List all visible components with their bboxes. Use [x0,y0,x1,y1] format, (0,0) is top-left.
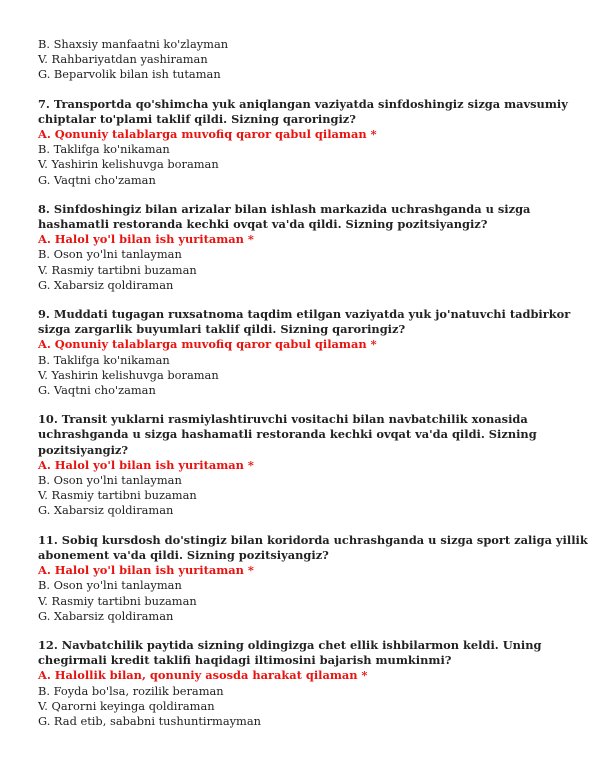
question-text-line: 9. Muddati tugagan ruxsatnoma taqdim etilgan vaziyatda yuk jo'natuvchi tadbirkor [38,307,571,322]
question-text-line: 7. Transportda qo'shimcha yuk aniqlangan vaziyatda sinfdoshingiz sizga mavsumiy [38,96,568,111]
option-g: G. Rad etib, sababni tushuntirmayman [38,713,261,728]
option-v: V. Rasmiy tartibni buzaman [38,262,197,277]
option-b: B. Oson yo'lni tanlayman [38,473,182,488]
option-v: V. Qarorni keyinga qoldiraman [38,698,215,713]
question-text-line: pozitsiyangiz? [38,442,129,457]
question-10 [38,412,568,518]
option-b: B. Taklifga ko'nikaman [38,142,170,157]
option-g: G. Xabarsiz qoldiraman [38,608,174,623]
correct-answer: A. Halol yo'l bilan ish yuritaman * [38,563,254,578]
question-text-line: chegirmali kredit taklifi haqidagi iltimosini bajarish mumkinmi? [38,653,452,668]
question-text-line: uchrashganda u sizga hashamatli restoranda kechki ovqat va'da qildi. Sizning [38,427,537,442]
question-text-line: sizga zargarlik buyumlari taklif qildi. Sizning qaroringiz? [38,322,406,337]
option-v: V. Rasmiy tartibni buzaman [38,488,197,503]
option-v: V. Rasmiy tartibni buzaman [38,593,197,608]
question-text-line: 11. Sobiq kursdosh do'stingiz bilan koridorda uchrashganda u sizga sport zaliga yillik [38,532,588,547]
question-text-line: chiptalar to'plami taklif qildi. Sizning qaroringiz? [38,111,356,126]
option-b: B. Foyda bo'lsa, rozilik beraman [38,683,224,698]
question-12 [38,638,568,729]
correct-answer: A. Halol yo'l bilan ish yuritaman * [38,457,254,472]
option-v: V. Rahbariyatdan yashiraman [38,52,208,67]
option-g: G. Xabarsiz qoldiraman [38,503,174,518]
option-v: V. Yashirin kelishuvga boraman [38,157,219,172]
option-b: B. Taklifga ko'nikaman [38,352,170,367]
option-g: G. Beparvolik bilan ish tutaman [38,67,221,82]
option-g: G. Vaqtni cho'zaman [38,172,156,187]
question-text-line: 12. Navbatchilik paytida sizning oldingizga chet ellik ishbilarmon keldi. Uning [38,637,542,652]
question-8 [38,202,568,293]
question-text-line: 8. Sinfdoshingiz bilan arizalar bilan ishlash markazida uchrashganda u sizga [38,201,531,216]
question-11 [38,532,588,624]
option-b: B. Oson yo'lni tanlayman [38,247,182,262]
question-7 [38,97,568,188]
question-text-line: hashamatli restoranda kechki ovqat va'da qildi. Sizning pozitsiyangiz? [38,217,488,232]
question-text-line: abonement va'da qildi. Sizning pozitsiyangiz? [38,547,329,562]
option-g: G. Vaqtni cho'zaman [38,383,156,398]
option-g: G. Xabarsiz qoldiraman [38,277,174,292]
option-v: V. Yashirin kelishuvga boraman [38,367,219,382]
correct-answer: A. Halol yo'l bilan ish yuritaman * [38,232,254,247]
question-9 [38,307,571,398]
document-page [38,37,588,729]
correct-answer: A. Qonuniy talablarga muvofiq qaror qabul qilaman * [38,337,377,352]
question-text-line: 10. Transit yuklarni rasmiylashtiruvchi vositachi bilan navbatchilik xonasida [38,412,528,427]
option-b: B. Oson yo'lni tanlayman [38,578,182,593]
previous-question-options [38,37,568,83]
correct-answer: A. Halollik bilan, qonuniy asosda harakat qilaman * [38,668,368,683]
correct-answer: A. Qonuniy talablarga muvofiq qaror qabul qilaman * [38,127,377,142]
option-b: B. Shaxsiy manfaatni ko'zlayman [38,37,229,51]
